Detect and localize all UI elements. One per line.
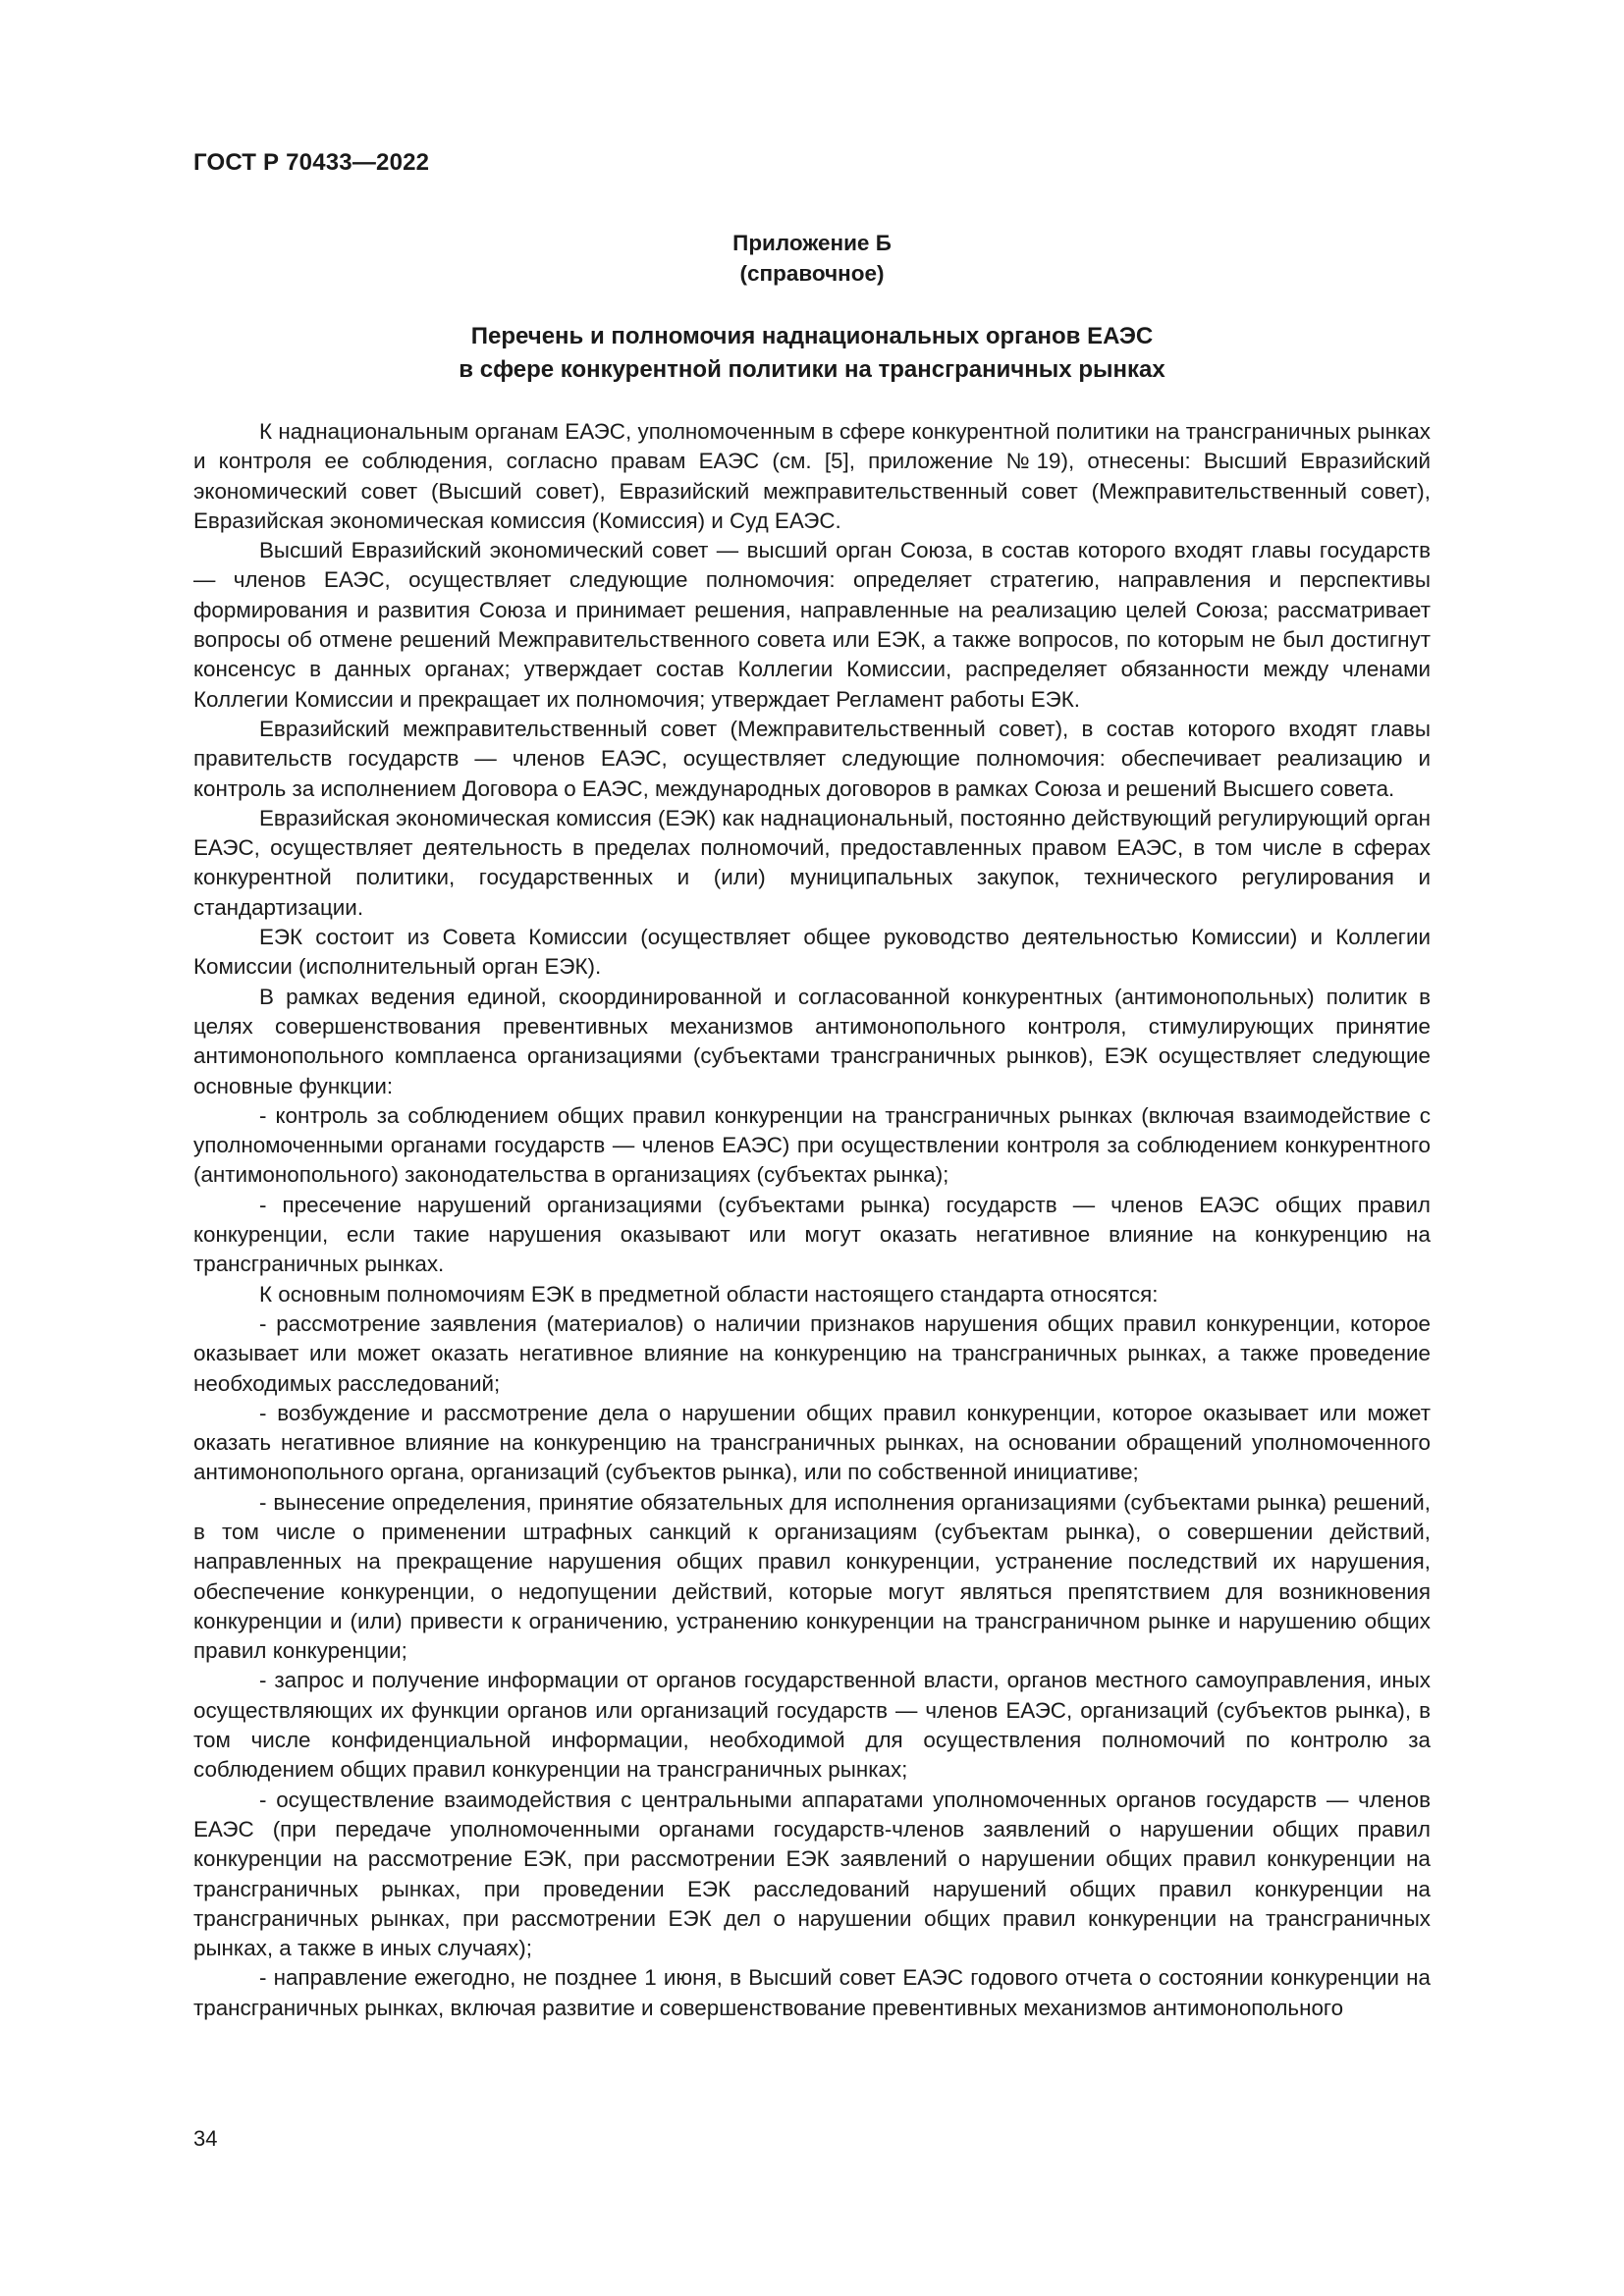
appendix-title-line-2: в сфере конкурентной политики на трансграничных рынках (459, 356, 1165, 383)
appendix-title-line-1: Перечень и полномочия наднациональных органов ЕАЭС (470, 323, 1154, 349)
appendix-type: (справочное) (739, 261, 885, 286)
paragraph-intro: К наднациональным органам ЕАЭС, уполномоченным в сфере конкурентной политики на трансграничных рынках и контроля ее соблюдения, согласно правам ЕАЭС (см. [5], приложение №19), отнесены: Высший Евразийский экономический совет (Высший совет), Евразийский межправительственный совет (Межправительственный совет), Евразийская экономическая комиссия (Комиссия) и Суд ЕАЭС. (193, 419, 1431, 533)
body-text (193, 417, 1431, 2023)
paragraph-supreme-council: Высший Евразийский экономический совет — высший орган Союза, в состав которого входят главы государств — членов ЕАЭС, осуществляет следующие полномочия: определяет стратегию, направления и перспективы формирования и развития Союза и принимает решения, направленные на реализацию целей Союза; рассматривает вопросы об отмене решений Межправительственного совета или ЕЭК, а также вопросов, по которым не был достигнут консенсус в данных органах; утверждает состав Коллегии Комиссии, распределяет обязанности между членами Коллегии Комиссии и прекращает их полномочия; утверждает Регламент работы ЕЭК. (193, 538, 1431, 712)
paragraph-eec: Евразийская экономическая комиссия (ЕЭК) как наднациональный, постоянно действующий регулирующий орган ЕАЭС, осуществляет деятельность в пределах полномочий, предоставленных правом ЕАЭС, в том числе в сферах конкурентной политики, государственных и (или) муниципальных закупок, технического регулирования и стандартизации. (193, 805, 1431, 920)
list-item: - рассмотрение заявления (материалов) о наличии признаков нарушения общих правил конкуренции, которое оказывает или может оказать негативное влияние на конкуренцию на трансграничных рынках, а также проведение необходимых расследований; (193, 1310, 1431, 1396)
paragraph-intergovernmental-council: Евразийский межправительственный совет (Межправительственный совет), в состав которого входят главы правительств государств — членов ЕАЭС, осуществляет следующие полномочия: обеспечивает реализацию и контроль за исполнением Договора о ЕАЭС, международных договоров в рамках Союза и решений Высшего совета. (193, 716, 1431, 801)
appendix-title (0, 320, 1624, 387)
list-item: - контроль за соблюдением общих правил конкуренции на трансграничных рынках (включая взаимодействие с уполномоченными органами государств — членов ЕАЭС) при осуществлении контроля за соблюдением конкурентного (антимонопольного) законодательства в организациях (субъектах рынка); (193, 1102, 1431, 1188)
paragraph-eec-powers-intro: К основным полномочиям ЕЭК в предметной области настоящего стандарта относятся: (259, 1281, 1159, 1307)
list-item: - вынесение определения, принятие обязательных для исполнения организациями (субъектами рынка) решений, в том числе о применении штрафных санкций к организациям (субъектам рынка), о совершении действий, направленных на прекращение нарушения общих правил конкуренции, устранение последствий их нарушения, обеспечение конкуренции, о недопущении действий, которые могут являться препятствием для возникновения конкуренции и (или) привести к ограничению, устранению конкуренции на трансграничном рынке и нарушению общих правил конкуренции; (193, 1489, 1431, 1664)
list-item: - осуществление взаимодействия с центральными аппаратами уполномоченных органов государств — членов ЕАЭС (при передаче уполномоченными органами государств-членов заявлений о нарушении общих правил конкуренции на рассмотрение ЕЭК, при рассмотрении ЕЭК заявлений о нарушении общих правил конкуренции на трансграничных рынках, при проведении ЕЭК расследований нарушений общих правил конкуренции на трансграничных рынках, при рассмотрении ЕЭК дел о нарушении общих правил конкуренции на трансграничных рынках, а также в иных случаях); (193, 1787, 1431, 1961)
paragraph-eec-functions-intro: В рамках ведения единой, скоординированной и согласованной конкурентных (антимонопольных) политик в целях совершенствования превентивных механизмов антимонопольного контроля, стимулирующих принятие антимонопольного комплаенса организациями (субъектами трансграничных рынков), ЕЭК осуществляет следующие основные функции: (193, 984, 1431, 1098)
list-item: - возбуждение и рассмотрение дела о нарушении общих правил конкуренции, которое оказывает или может оказать негативное влияние на конкуренцию на трансграничных рынках, на основании обращений уполномоченного антимонопольного органа, организаций (субъектов рынка), или по собственной инициативе; (193, 1400, 1431, 1485)
paragraph-eec-structure: ЕЭК состоит из Совета Комиссии (осуществляет общее руководство деятельностью Комиссии) и Коллегии Комиссии (исполнительный орган ЕЭК). (193, 925, 1431, 980)
appendix-heading (0, 228, 1624, 289)
list-item: - пресечение нарушений организациями (субъектами рынка) государств — членов ЕАЭС общих правил конкуренции, если такие нарушения оказывают или могут оказать негативное влияние на конкуренцию на трансграничных рынках. (193, 1192, 1431, 1277)
appendix-label: Приложение Б (732, 231, 892, 255)
list-item: - направление ежегодно, не позднее 1 июня, в Высший совет ЕАЭС годового отчета о состоянии конкуренции на трансграничных рынках, включая развитие и совершенствование превентивных механизмов антимонопольного (193, 1965, 1431, 2020)
standard-code-header: ГОСТ Р 70433—2022 (193, 149, 430, 176)
page-number: 34 (193, 2126, 218, 2151)
list-item: - запрос и получение информации от органов государственной власти, органов местного самоуправления, иных осуществляющих их функции органов или организаций государств — членов ЕАЭС, организаций (субъектов рынка), в том числе конфиденциальной информации, необходимой для осуществления полномочий по контролю за соблюдением общих правил конкуренции на трансграничных рынках; (193, 1668, 1431, 1783)
